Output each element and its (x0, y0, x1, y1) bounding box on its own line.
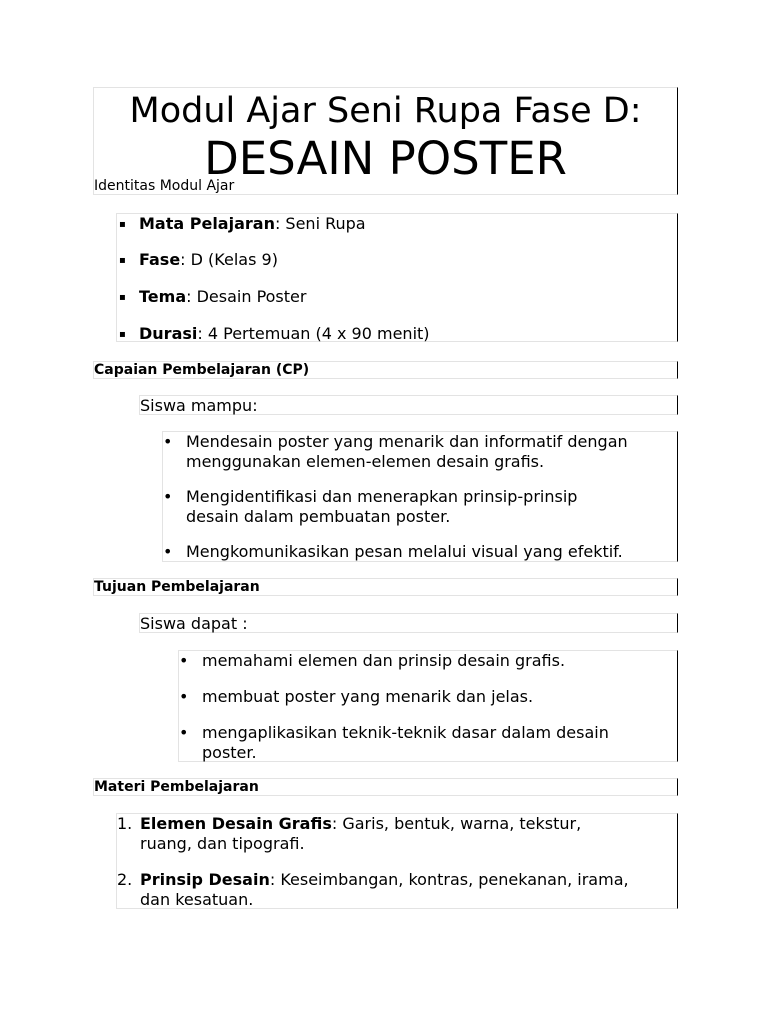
materi-list (116, 813, 678, 909)
bullet-icon: ▪ (119, 219, 126, 230)
list-item-line: Mengkomunikasikan pesan melalui visual yang efektif. (186, 542, 623, 561)
cp-intro: Siswa mampu: (140, 396, 258, 415)
materi-heading: Materi Pembelajaran (94, 779, 259, 795)
document-subtitle: DESAIN POSTER (204, 132, 567, 185)
identity-list (116, 213, 678, 342)
list-item (186, 487, 577, 526)
identity-value: : Desain Poster (186, 287, 307, 306)
identity-key: Fase (139, 250, 181, 269)
list-item (140, 870, 675, 909)
title-block (93, 87, 678, 195)
materi-value: : Garis, bentuk, warna, tekstur, (331, 814, 582, 833)
bullet-icon: • (163, 542, 173, 561)
identity-value: : D (Kelas 9) (180, 250, 278, 269)
cp-list (162, 431, 678, 562)
list-item (202, 723, 609, 762)
identity-value: : Seni Rupa (274, 214, 366, 233)
bullet-icon: • (179, 687, 189, 706)
bullet-icon: • (179, 651, 189, 670)
list-item-line: memahami elemen dan prinsip desain grafis. (202, 651, 566, 670)
list-item-line: Mengidentifikasi dan menerapkan prinsip-prinsip (186, 487, 578, 506)
list-item-line: dan kesatuan. (140, 889, 254, 909)
list-item (186, 542, 623, 562)
document-title: Modul Ajar Seni Rupa Fase D: (129, 91, 642, 131)
bullet-icon: ▪ (119, 329, 126, 340)
identity-key: Mata Pelajaran (139, 214, 275, 233)
list-item-line: menggunakan elemen-elemen desain grafis. (186, 451, 545, 471)
list-item-line: desain dalam pembuatan poster. (186, 506, 451, 526)
list-item-line: Mendesain poster yang menarik dan informatif dengan (186, 432, 628, 451)
tujuan-intro-box (139, 613, 678, 633)
bullet-icon: ▪ (119, 255, 126, 266)
identity-key: Durasi (139, 324, 198, 343)
materi-heading-box (93, 778, 678, 796)
bullet-icon: • (163, 432, 173, 451)
materi-key: Elemen Desain Grafis (140, 814, 332, 833)
materi-key: Prinsip Desain (140, 870, 270, 889)
list-item (202, 651, 565, 671)
cp-heading-box (93, 361, 678, 379)
bullet-icon: ▪ (119, 292, 126, 303)
bullet-icon: • (163, 487, 173, 506)
tujuan-intro: Siswa dapat : (140, 614, 248, 633)
list-number: 1. (117, 814, 133, 833)
materi-value: : Keseimbangan, kontras, penekanan, irama, (269, 870, 629, 889)
cp-intro-box (139, 395, 678, 415)
list-item-line: mengaplikasikan teknik-teknik dasar dalam desain (202, 723, 609, 742)
tujuan-heading-box (93, 578, 678, 596)
identity-label: Identitas Modul Ajar (94, 178, 235, 194)
identity-key: Tema (139, 287, 187, 306)
list-item (202, 687, 533, 707)
list-item-line: ruang, dan tipografi. (140, 833, 305, 853)
cp-heading: Capaian Pembelajaran (CP) (94, 362, 310, 378)
bullet-icon: • (179, 723, 189, 742)
list-item (186, 432, 628, 471)
list-item-line: poster. (202, 742, 257, 762)
list-item (140, 814, 675, 853)
tujuan-list (178, 650, 678, 762)
identity-value: : 4 Pertemuan (4 x 90 menit) (197, 324, 430, 343)
tujuan-heading: Tujuan Pembelajaran (94, 579, 260, 595)
list-number: 2. (117, 870, 133, 889)
list-item-line: membuat poster yang menarik dan jelas. (202, 687, 534, 706)
